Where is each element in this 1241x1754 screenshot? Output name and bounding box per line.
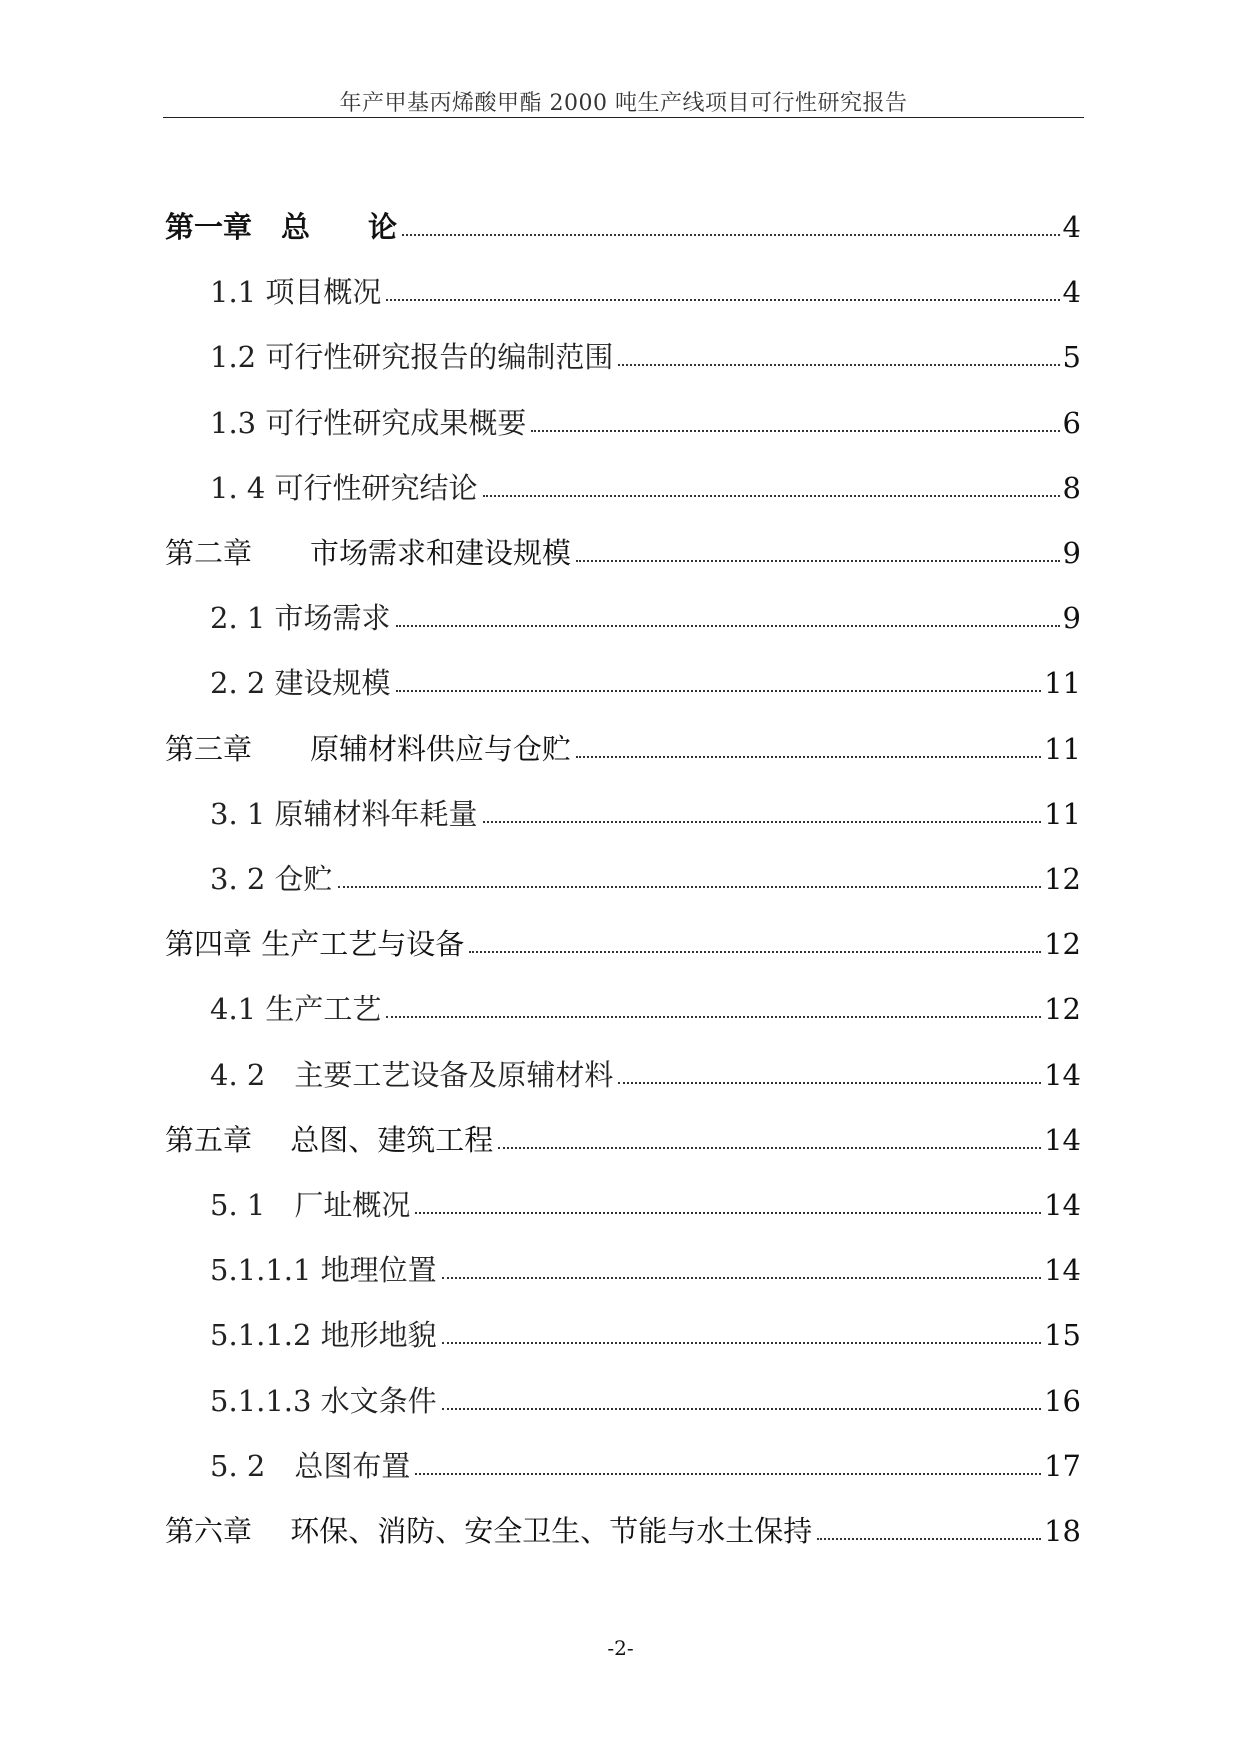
toc-chapter-entry[interactable] [165, 1509, 1081, 1549]
toc-section-entry[interactable] [210, 1248, 1081, 1288]
dot-leader [576, 756, 1041, 758]
dot-leader [442, 1408, 1041, 1410]
toc-entry-label: 2. 1 市场需求 [210, 601, 391, 635]
toc-section-entry[interactable] [210, 335, 1081, 375]
toc-section-entry[interactable] [210, 857, 1081, 897]
toc-entry-page-number: 16 [1044, 1384, 1081, 1418]
toc-section-entry[interactable] [210, 596, 1081, 636]
dot-leader [618, 364, 1059, 366]
dot-leader [817, 1538, 1041, 1540]
toc-entry-page-number: 18 [1044, 1514, 1081, 1548]
dot-leader [531, 430, 1059, 432]
toc-entry-page-number: 14 [1044, 1123, 1081, 1157]
toc-entry-label: 1.2 可行性研究报告的编制范围 [210, 340, 614, 374]
toc-section-entry[interactable] [210, 792, 1081, 832]
toc-entry-page-number: 4 [1062, 275, 1081, 309]
toc-chapter-entry[interactable] [165, 205, 1081, 245]
toc-entry-label: 第六章 环保、消防、安全卫生、节能与水土保持 [165, 1514, 813, 1548]
toc-entry-label: 第四章 生产工艺与设备 [165, 927, 465, 961]
toc-section-entry[interactable] [210, 1183, 1081, 1223]
toc-section-entry[interactable] [210, 1444, 1081, 1484]
toc-entry-label: 第一章 总 论 [165, 210, 398, 244]
toc-entry-page-number: 17 [1044, 1449, 1081, 1483]
toc-entry-label: 4. 2 主要工艺设备及原辅材料 [210, 1058, 614, 1092]
dot-leader [576, 560, 1060, 562]
toc-chapter-entry[interactable] [165, 1118, 1081, 1158]
toc-entry-page-number: 9 [1062, 536, 1081, 570]
toc-entry-page-number: 12 [1044, 862, 1081, 896]
toc-entry-label: 3. 1 原辅材料年耗量 [210, 797, 478, 831]
dot-leader [402, 234, 1060, 236]
toc-entry-label: 1. 4 可行性研究结论 [210, 471, 478, 505]
page-number: -2- [607, 1636, 634, 1660]
dot-leader [618, 1082, 1041, 1084]
toc-entry-page-number: 11 [1044, 797, 1081, 831]
toc-entry-label: 2. 2 建设规模 [210, 666, 391, 700]
toc-entry-page-number: 12 [1044, 992, 1081, 1026]
toc-entry-page-number: 14 [1044, 1058, 1081, 1092]
toc-entry-page-number: 9 [1062, 601, 1081, 635]
toc-entry-page-number: 6 [1062, 406, 1081, 440]
toc-entry-label: 第五章 总图、建筑工程 [165, 1123, 494, 1157]
dot-leader [338, 886, 1042, 888]
dot-leader [396, 625, 1060, 627]
dot-leader [498, 1147, 1041, 1149]
toc-section-entry[interactable] [210, 1053, 1081, 1093]
toc-entry-label: 第三章 原辅材料供应与仓贮 [165, 732, 572, 766]
toc-entry-label: 5.1.1.3 水文条件 [210, 1384, 437, 1418]
dot-leader [396, 690, 1042, 692]
toc-entry-label: 4.1 生产工艺 [210, 992, 382, 1026]
toc-section-entry[interactable] [210, 661, 1081, 701]
toc-entry-page-number: 11 [1044, 732, 1081, 766]
toc-entry-label: 3. 2 仓贮 [210, 862, 333, 896]
toc-entry-label: 5.1.1.1 地理位置 [210, 1253, 437, 1287]
dot-leader [415, 1212, 1041, 1214]
toc-entry-page-number: 12 [1044, 927, 1081, 961]
toc-entry-label: 5. 1 厂址概况 [210, 1188, 411, 1222]
toc-chapter-entry[interactable] [165, 727, 1081, 767]
toc-entry-page-number: 15 [1044, 1318, 1081, 1352]
toc-chapter-entry[interactable] [165, 531, 1081, 571]
toc-section-entry[interactable] [210, 401, 1081, 441]
toc-entry-page-number: 4 [1062, 210, 1081, 244]
toc-entry-label: 5.1.1.2 地形地貌 [210, 1318, 437, 1352]
toc-section-entry[interactable] [210, 466, 1081, 506]
dot-leader [483, 495, 1060, 497]
toc-section-entry[interactable] [210, 1313, 1081, 1353]
toc-entry-page-number: 14 [1044, 1253, 1081, 1287]
toc-entry-page-number: 5 [1062, 340, 1081, 374]
toc-entry-label: 1.1 项目概况 [210, 275, 382, 309]
toc-entry-label: 5. 2 总图布置 [210, 1449, 411, 1483]
running-header: 年产甲基丙烯酸甲酯 2000 吨生产线项目可行性研究报告 [339, 91, 908, 116]
dot-leader [442, 1277, 1041, 1279]
toc-section-entry[interactable] [210, 270, 1081, 310]
toc-entry-label: 1.3 可行性研究成果概要 [210, 406, 527, 440]
toc-entry-label: 第二章 市场需求和建设规模 [165, 536, 572, 570]
dot-leader [386, 299, 1059, 301]
toc-section-entry[interactable] [210, 987, 1081, 1027]
dot-leader [386, 1016, 1041, 1018]
toc-entry-page-number: 11 [1044, 666, 1081, 700]
dot-leader [469, 951, 1041, 953]
toc-section-entry[interactable] [210, 1379, 1081, 1419]
toc-entry-page-number: 8 [1062, 471, 1081, 505]
toc-chapter-entry[interactable] [165, 922, 1081, 962]
dot-leader [415, 1473, 1041, 1475]
dot-leader [442, 1342, 1041, 1344]
dot-leader [483, 821, 1042, 823]
toc-entry-page-number: 14 [1044, 1188, 1081, 1222]
